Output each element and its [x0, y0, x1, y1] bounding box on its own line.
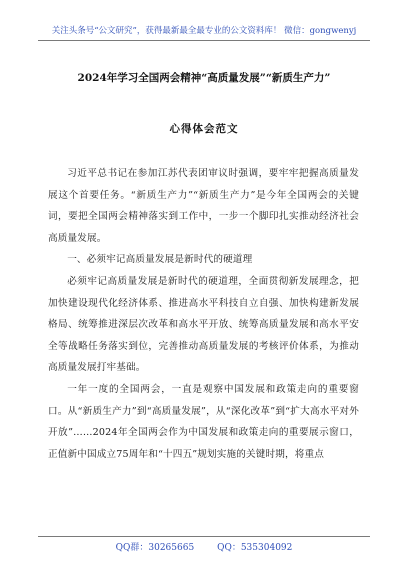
paragraph: 一年一度的全国两会，一直是观察中国发展和政策走向的重要窗口。从“新质生产力”到“高质量发展”，从“深化改革”到“扩大高水平对外开放”……2024年全国两会作为中国发展和政策走向的重要展示窗口，正值新中国成立75周年和“十四五”规划实施的关键时期，将重点	[48, 383, 359, 460]
footer-contact-text: QQ群：30265665 QQ：535304092	[115, 543, 293, 553]
section-heading: 一、必须牢记高质量发展是新时代的硬道理	[67, 254, 253, 266]
header-divider	[38, 40, 370, 41]
footer-divider	[38, 536, 370, 537]
paragraph: 习近平总书记在参加江苏代表团审议时强调，要牢牢把握高质量发展这个首要任务。“新质生产力”“新质生产力”是今年全国两会的关键词，要把全国两会精神落实到工作中，一步一个脚印扎实推动经济社会高质量发展。	[48, 168, 359, 244]
document-subtitle: 心得体会范文	[169, 123, 239, 135]
document-body	[48, 163, 359, 465]
paragraph: 必须牢记高质量发展是新时代的硬道理，全面贯彻新发展理念，把加快建设现代化经济体系、推进高水平科技自立自强、加快构建新发展格局、统筹推进深层次改革和高水平开放、统筹高质量发展和高水平安全等战略任务落实到位，完善推动高质量发展的考核评价体系，为推动高质量发展打牢基础。	[48, 275, 359, 374]
header-promo-text: 关注头条号“公文研究”，获得最新最全最专业的公文资料库！ 微信：gongwenyj	[51, 26, 357, 36]
document-title: 2024年学习全国两会精神“高质量发展”“新质生产力”	[77, 72, 331, 84]
